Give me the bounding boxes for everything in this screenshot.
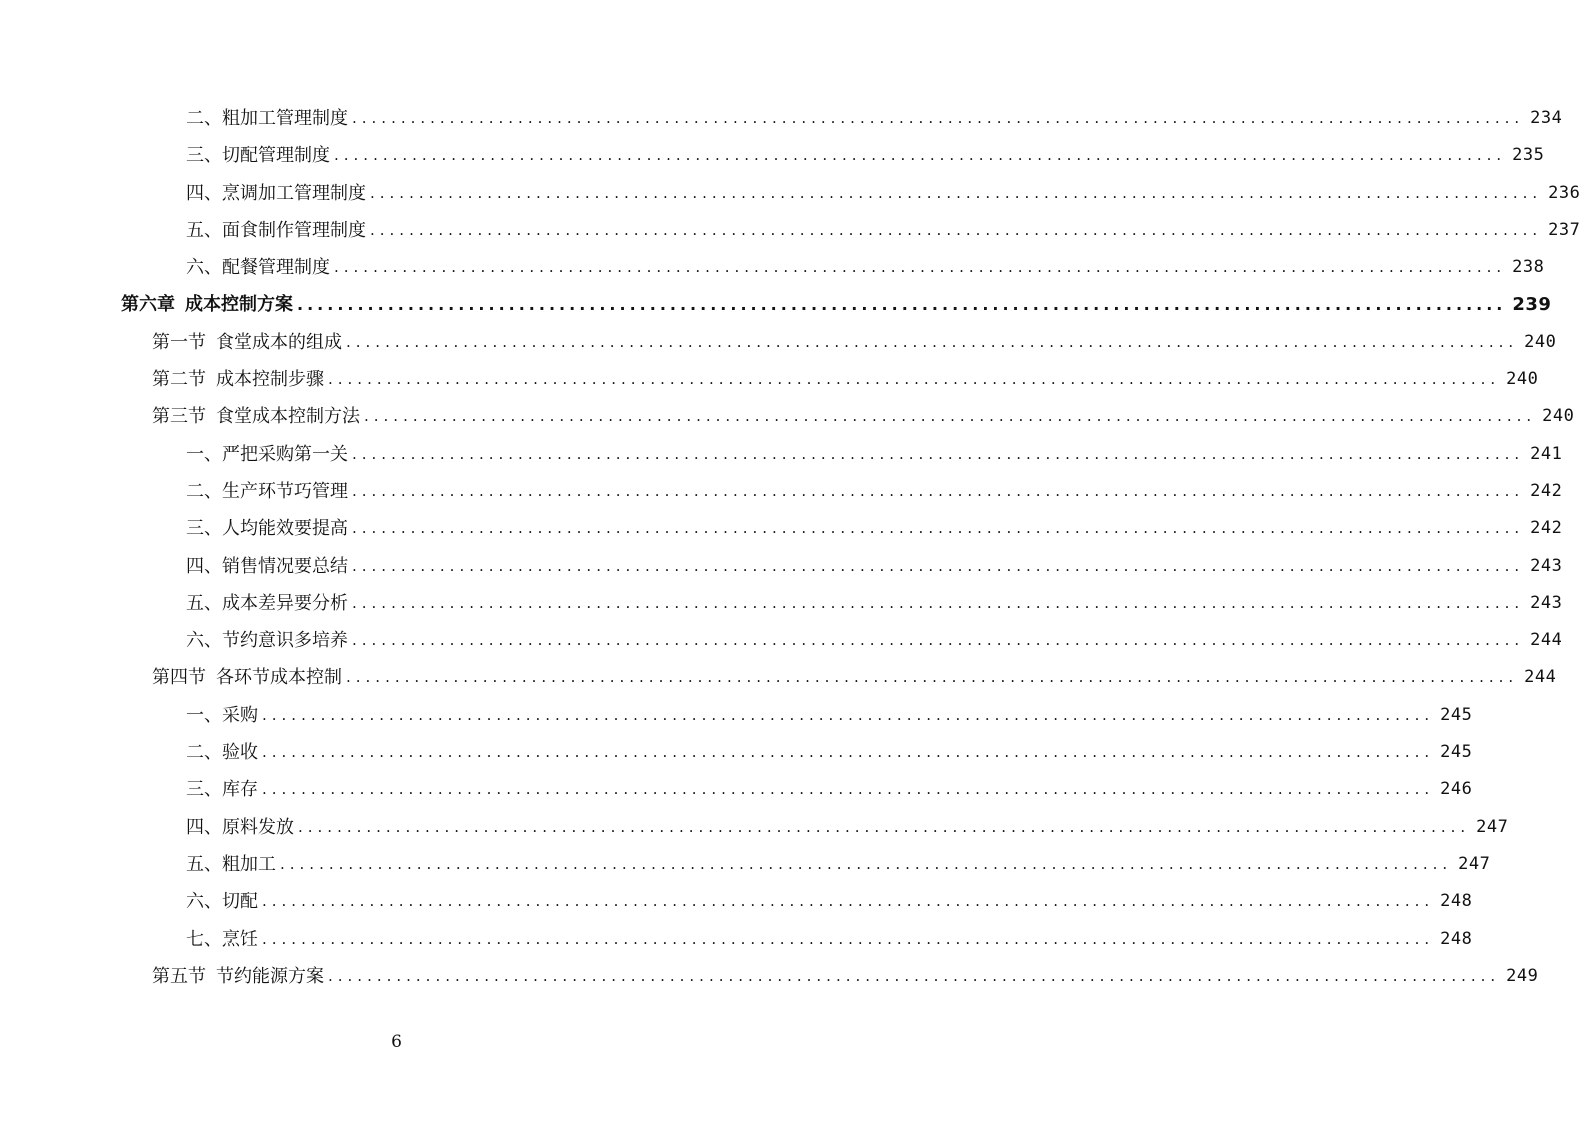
- toc-entry-page: 245: [1440, 704, 1473, 725]
- toc-entry: [0, 361, 1539, 398]
- toc-entry-title: [186, 809, 294, 846]
- toc-entry: [0, 100, 1563, 137]
- toc-entry: [0, 883, 1473, 920]
- toc-entry-text: 一、严把采购第一关: [186, 443, 348, 465]
- toc-entry-page: 243: [1530, 555, 1563, 576]
- toc-entry-text: 七、烹饪: [186, 928, 258, 950]
- toc-entry: [0, 771, 1473, 808]
- toc-entry-text: 食堂成本的组成: [216, 331, 342, 353]
- toc-entry-label: 第一节: [152, 331, 206, 353]
- toc-entry-text: 三、人均能效要提高: [186, 518, 348, 540]
- toc-entry-text: 成本控制方案: [185, 294, 293, 316]
- toc-entry-page: 248: [1440, 928, 1473, 949]
- toc-entry: [0, 510, 1563, 547]
- toc-entry-page: 242: [1530, 480, 1563, 501]
- toc-entry: [0, 473, 1563, 510]
- toc-entry-title: [186, 548, 348, 585]
- toc-entry-title: [152, 958, 324, 995]
- toc-leader-dots: ........................................................................................................................: [262, 929, 1435, 948]
- toc-entry-title: [186, 921, 258, 958]
- toc-entry-text: 一、采购: [186, 704, 258, 726]
- toc-entry-title: [186, 436, 348, 473]
- toc-entry-title: [186, 771, 258, 808]
- toc-entry-title: [186, 697, 258, 734]
- toc-entry: [0, 585, 1563, 622]
- toc-entry-label: 第四节: [152, 667, 206, 689]
- toc-entry-page: 247: [1458, 853, 1491, 874]
- toc-leader-dots: ........................................................................................................................: [370, 220, 1543, 239]
- page-number: 6: [391, 1032, 402, 1052]
- toc-entry: [0, 958, 1539, 995]
- toc-entry-page: 248: [1440, 891, 1473, 912]
- toc-entry: [0, 249, 1545, 286]
- toc-entry-page: 242: [1530, 518, 1563, 539]
- toc-entry-text: 五、成本差异要分析: [186, 592, 348, 614]
- toc-entry-page: 240: [1524, 331, 1557, 352]
- toc-entry-text: 五、粗加工: [186, 853, 276, 875]
- toc-entry: [0, 697, 1473, 734]
- toc-leader-dots: ........................................................................................................................: [298, 817, 1471, 836]
- toc-entry-title: [186, 100, 348, 137]
- toc-entry-page: 235: [1512, 145, 1545, 166]
- toc-entry-page: 234: [1530, 108, 1563, 128]
- toc-entry-page: 249: [1506, 965, 1539, 986]
- toc-entry-page: 244: [1524, 667, 1557, 688]
- toc-entry-text: 四、原料发放: [186, 816, 294, 838]
- toc-entry: [0, 809, 1509, 846]
- toc-entry: [0, 846, 1491, 883]
- toc-entry-text: 二、粗加工管理制度: [186, 108, 348, 129]
- toc-entry: [0, 398, 1575, 435]
- toc-entry-text: 节约能源方案: [216, 965, 324, 987]
- toc-entry-page: 244: [1530, 630, 1563, 651]
- toc-entry-title: [186, 883, 258, 920]
- toc-entry-title: [186, 622, 348, 659]
- toc-entry-page: 237: [1548, 219, 1580, 240]
- toc-leader-dots: ........................................................................................................................: [352, 593, 1525, 612]
- toc-leader-dots: ........................................................................................................................: [352, 481, 1525, 500]
- toc-entry-title: [186, 175, 366, 212]
- toc-leader-dots: ........................................................................................................................: [334, 146, 1507, 165]
- toc-entry-page: 240: [1506, 369, 1539, 390]
- toc-entry: [0, 286, 1552, 323]
- toc-leader-dots: ........................................................................................................................: [346, 668, 1519, 687]
- toc-entry-page: 247: [1476, 816, 1509, 837]
- toc-entry-text: 三、库存: [186, 779, 258, 801]
- toc-leader-dots: ........................................................................................................................: [328, 966, 1501, 985]
- toc-leader-dots: ........................................................................................................................: [280, 854, 1453, 873]
- toc-leader-dots: ........................................................................................................................: [370, 183, 1543, 202]
- toc-entry: [0, 921, 1473, 958]
- toc-entry-title: [186, 510, 348, 547]
- toc-leader-dots: ........................................................................................................................: [262, 705, 1435, 724]
- toc-entry-title: [186, 846, 276, 883]
- toc-entry-text: 六、配餐管理制度: [186, 257, 330, 279]
- toc-leader-dots: ........................................................................................................................: [346, 332, 1519, 351]
- toc-entry: [0, 734, 1473, 771]
- toc-entry-text: 各环节成本控制: [216, 667, 342, 689]
- toc-entry-text: 成本控制步骤: [216, 369, 324, 391]
- toc-entry-text: 五、面食制作管理制度: [186, 219, 366, 241]
- toc-entry-page: 238: [1512, 257, 1545, 278]
- toc-entry-label: 第六章: [121, 294, 175, 316]
- toc-leader-dots: ........................................................................................................................: [262, 892, 1435, 911]
- toc-entry: [0, 137, 1545, 174]
- toc-leader-dots: ........................................................................................................................: [352, 519, 1525, 538]
- toc-leader-dots: ........................................................................................................................: [364, 407, 1537, 426]
- toc-entry-text: 二、验收: [186, 742, 258, 764]
- toc-entry-text: 六、节约意识多培养: [186, 630, 348, 652]
- toc-entry-text: 四、烹调加工管理制度: [186, 182, 366, 204]
- toc-entry-title: [152, 361, 324, 398]
- toc-entry: [0, 548, 1563, 585]
- toc-leader-dots: ........................................................................................................................: [352, 631, 1525, 650]
- toc-entry-page: 241: [1530, 443, 1563, 464]
- toc-entry-title: [121, 286, 293, 323]
- toc-entry-title: [152, 659, 342, 696]
- toc-entry-page: 239: [1512, 294, 1552, 316]
- toc-leader-dots: ........................................................................................................................: [334, 258, 1507, 277]
- toc-entry-title: [186, 212, 366, 249]
- toc-leader-dots: ........................................................................................................................: [352, 556, 1525, 575]
- toc-entry-page: 236: [1548, 182, 1580, 203]
- toc-entry-page: 240: [1542, 406, 1575, 427]
- toc-entry-label: 第二节: [152, 369, 206, 391]
- toc-entry-text: 六、切配: [186, 891, 258, 913]
- toc-entry-page: 245: [1440, 742, 1473, 763]
- toc-entry: [0, 324, 1557, 361]
- toc-leader-dots: ........................................................................................................................: [262, 743, 1435, 762]
- toc-entry: [0, 659, 1557, 696]
- toc-leader-dots: ........................................................................................................................: [262, 780, 1435, 799]
- toc-entry-page: 246: [1440, 779, 1473, 800]
- toc-entry-text: 二、生产环节巧管理: [186, 480, 348, 502]
- toc-entry: [0, 212, 1580, 249]
- toc-entry-title: [186, 734, 258, 771]
- toc-leader-dots: ........................................................................................................................: [297, 295, 1507, 315]
- toc-leader-dots: ........................................................................................................................: [328, 370, 1501, 389]
- toc-entry-label: 第五节: [152, 965, 206, 987]
- toc-entry-title: [186, 473, 348, 510]
- toc-entry-text: 四、销售情况要总结: [186, 555, 348, 577]
- toc-entry-title: [186, 585, 348, 622]
- toc-leader-dots: ........................................................................................................................: [352, 109, 1525, 127]
- toc-entry: [0, 175, 1580, 212]
- toc-entry: [0, 622, 1563, 659]
- toc-entry-text: 三、切配管理制度: [186, 145, 330, 167]
- toc-entry-page: 243: [1530, 592, 1563, 613]
- toc-entry-text: 食堂成本控制方法: [216, 406, 360, 428]
- toc-entry-title: [186, 249, 330, 286]
- toc-entry-title: [186, 137, 330, 174]
- table-of-contents: [0, 100, 1580, 995]
- toc-entry-title: [152, 324, 342, 361]
- toc-entry-title: [152, 398, 360, 435]
- toc-entry: [0, 436, 1563, 473]
- toc-leader-dots: ........................................................................................................................: [352, 444, 1525, 463]
- toc-entry-label: 第三节: [152, 406, 206, 428]
